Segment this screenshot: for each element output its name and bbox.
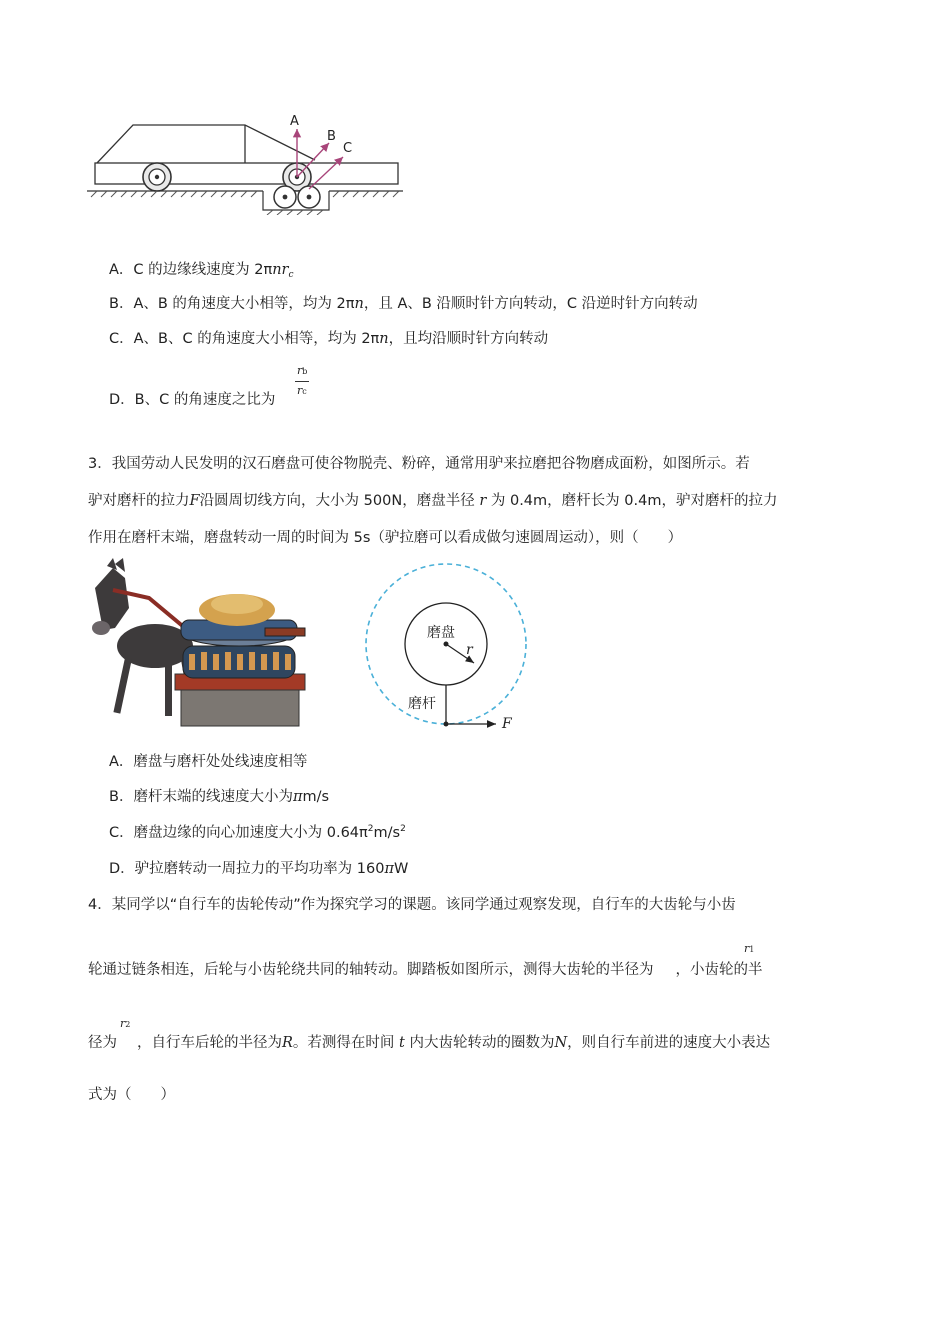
label-disc: 磨盘	[427, 625, 455, 641]
mill-diagram	[360, 562, 535, 734]
q4-line-1: 4．某同学以“自行车的齿轮传动”作为探究学习的课题。该同学通过观察发现，自行车的大齿轮与小齿	[88, 897, 736, 913]
arrow-label-a: A	[290, 114, 299, 129]
q3-line-1: 3．我国劳动人民发明的汉石磨盘可使谷物脱壳、粉碎，通常用驴来拉磨把谷物磨成面粉，如图所示。若	[88, 456, 750, 472]
label-radius: r	[466, 642, 473, 658]
car-roller-figure	[85, 105, 405, 215]
q2-option-b: B．A、B 的角速度大小相等，均为 2πn，且 A、B 沿顺时针方向转动，C 沿逆时针方向转动	[109, 296, 698, 312]
label-rod: 磨杆	[408, 696, 436, 712]
q3-line-2: 驴对磨杆的拉力F沿圆周切线方向，大小为 500N，磨盘半径 r 为 0.4m，磨杆长为 0.4m，驴对磨杆的拉力	[88, 493, 778, 509]
q3-option-c: C．磨盘边缘的向心加速度大小为 $0.64\pi^2m/s^2$	[109, 824, 406, 841]
q4-line-4: 式为（ ）	[88, 1087, 175, 1103]
q2-option-c: C．A、B、C 的角速度大小相等，均为 2πn，且均沿顺时针方向转动	[109, 331, 549, 347]
q4-line-2: 轮通过链条相连，后轮与小齿轮绕共同的轴转动。脚踏板如图所示，测得大齿轮的半径为 ，小齿轮的半	[88, 962, 763, 978]
q4-r1-symbol: r1	[744, 942, 755, 955]
q3-line-3: 作用在磨杆末端，磨盘转动一周的时间为 5s（驴拉磨可以看成做匀速圆周运动），则（ ）	[88, 530, 683, 546]
q4-line-3: 径为 ，自行车后轮的半径为R。若测得在时间 t 内大齿轮转动的圈数为N，则自行车前进的速度大小表达	[88, 1035, 771, 1051]
q2-option-d-fraction-bar	[295, 381, 309, 382]
arrow-label-b: B	[327, 129, 336, 144]
q2-option-d: D．B、C 的角速度之比为	[109, 392, 276, 408]
q4-r2-symbol: r2	[120, 1017, 131, 1030]
label-force: F	[502, 716, 512, 732]
donkey-mill-illustration	[85, 558, 307, 730]
q3-option-a: A．磨盘与磨杆处处线速度相等	[109, 754, 308, 770]
q2-option-d-numerator: rb	[297, 364, 308, 377]
q3-option-b: B．磨杆末端的线速度大小为πm/s	[109, 789, 330, 805]
q2-option-a: A．C 的边缘线速度为 2πnr$_c$	[109, 262, 294, 280]
q2-option-d-denominator: rc	[297, 384, 307, 397]
q3-option-d: D．驴拉磨转动一周拉力的平均功率为 160πW	[109, 861, 409, 877]
arrow-label-c: C	[343, 141, 353, 156]
